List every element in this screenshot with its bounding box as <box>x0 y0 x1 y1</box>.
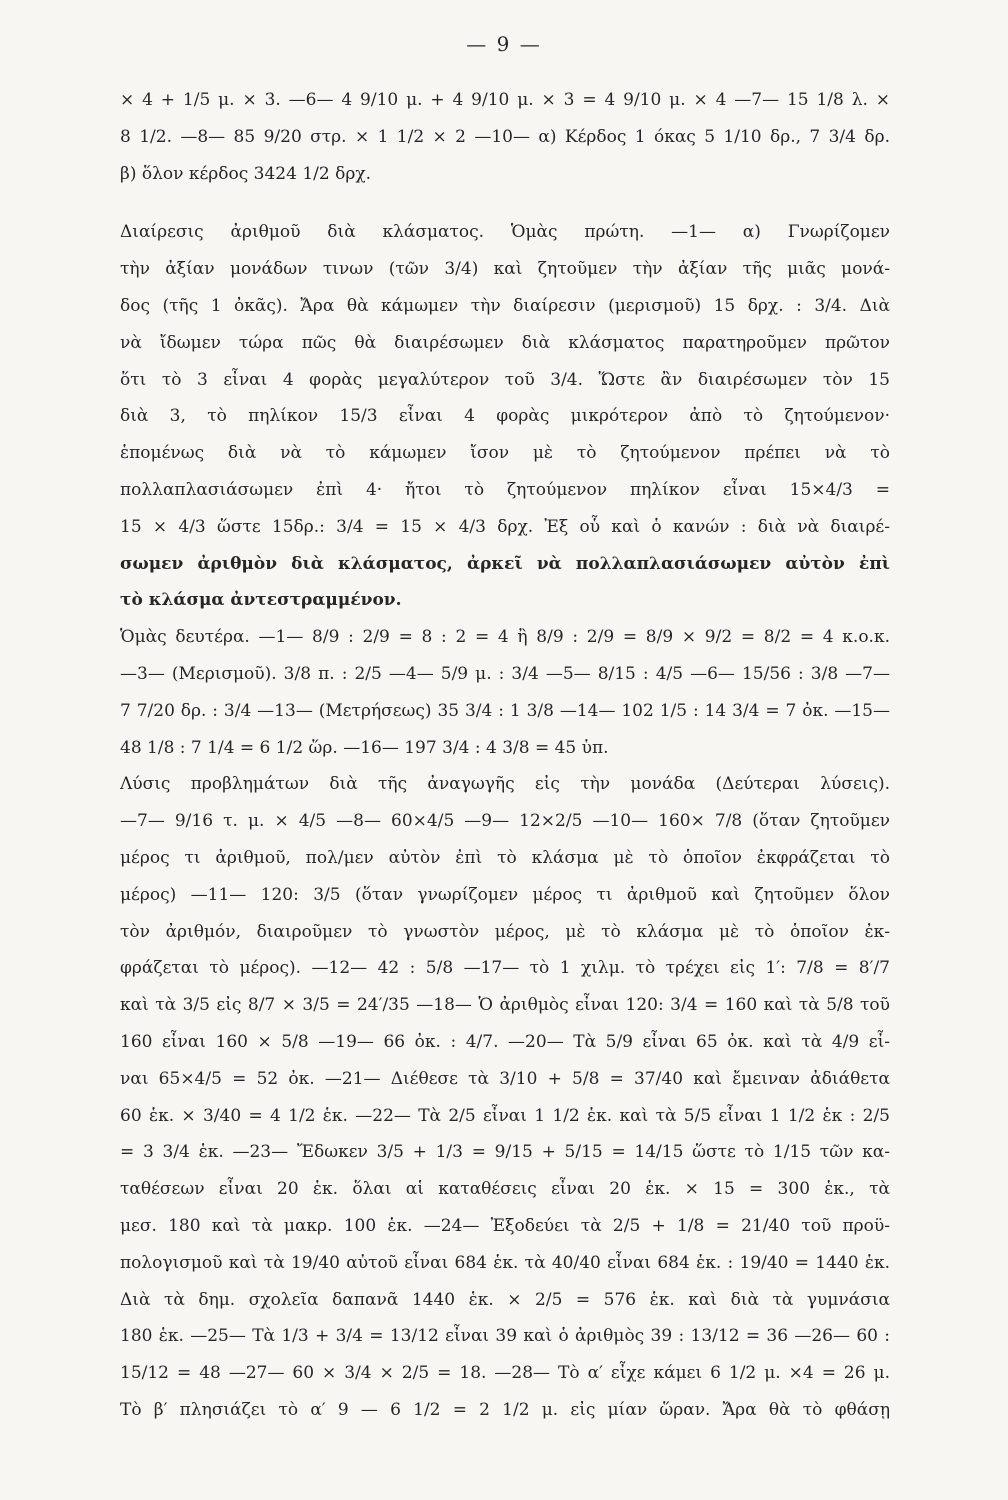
paragraph-spacer <box>120 192 890 214</box>
text-line: β) ὅλον κέρδος 3424 1/2 δρχ. <box>120 163 372 184</box>
text-line: τὸν ἀριθμόν, διαιροῦμεν τὸ γνωστὸν μέρος, μὲ τὸ κλάσμα μὲ τὸ ὁποῖον ἐκ- <box>120 921 890 942</box>
text-line: Τὸ β′ πλησιάζει τὸ α′ 9 — 6 1/2 = 2 1/2 μ. εἰς μίαν ὥραν. Ἄρα θὰ τὸ φθάσῃ <box>120 1399 890 1420</box>
text-line: 160 εἶναι 160 × 5/8 —19— 66 ὀκ. : 4/7. —20— Τὰ 5/9 εἶναι 65 ὀκ. καὶ τὰ 4/9 εἶ- <box>120 1031 890 1052</box>
text-line: 7 7/20 δρ. : 3/4 —13— (Μετρήσεως) 35 3/4 : 1 3/8 —14— 102 1/5 : 14 3/4 = 7 ὀκ. —15— <box>120 700 890 721</box>
text-line: = 3 3/4 ἑκ. —23— Ἔδωκεν 3/5 + 1/3 = 9/15 + 5/15 = 14/15 ὥστε τὸ 1/15 τῶν κα- <box>120 1142 890 1163</box>
text-line: Διαίρεσις ἀριθμοῦ διὰ κλάσματος. Ὁμὰς πρώτη. —1— α) Γνωρίζομεν <box>120 222 890 243</box>
text-line: 60 ἑκ. × 3/40 = 4 1/2 ἑκ. —22— Τὰ 2/5 εἶναι 1 1/2 ἑκ. καὶ τὰ 5/5 εἶναι 1 1/2 ἑκ : 2/5 <box>120 1105 890 1126</box>
text-line: τὸ κλάσμα ἀντεστραμμένον. <box>120 590 402 611</box>
text-line: πολλαπλασιάσωμεν ἐπὶ 4· ἤτοι τὸ ζητούμενον πηλίκον εἶναι 15×4/3 = <box>120 479 890 500</box>
text-line: ναι 65×4/5 = 52 ὀκ. —21— Διέθεσε τὰ 3/10 + 5/8 = 37/40 καὶ ἔμειναν ἀδιάθετα <box>120 1068 890 1089</box>
text-line: Διὰ τὰ δημ. σχολεῖα δαπανᾶ 1440 ἑκ. × 2/5 = 576 ἑκ. καὶ διὰ τὰ γυμνάσια <box>120 1289 890 1310</box>
text-line: μέρος τι ἀριθμοῦ, πολ/μεν αὐτὸν ἐπὶ τὸ κλάσμα μὲ τὸ ὁποῖον ἐκφράζεται τὸ <box>120 847 890 868</box>
text-line: φράζεται τὸ μέρος). —12— 42 : 5/8 —17— τὸ 1 χιλμ. τὸ τρέχει εἰς 1′: 7/8 = 8′/7 <box>120 958 890 979</box>
text-line: 8 1/2. —8— 85 9/20 στρ. × 1 1/2 × 2 —10— α) Κέρδος 1 όκας 5 1/10 δρ., 7 3/4 δρ. <box>120 126 890 147</box>
text-line: ὅτι τὸ 3 εἶναι 4 φορὰς μεγαλύτερον τοῦ 3/4. Ὥστε ἂν διαιρέσωμεν τὸν 15 <box>120 369 890 390</box>
text-line: 15 × 4/3 ὥστε 15δρ.: 3/4 = 15 × 4/3 δρχ. Ἐξ οὗ καὶ ὁ κανών : διὰ νὰ διαιρέ- <box>120 516 890 537</box>
text-line: 180 ἑκ. —25— Τὰ 1/3 + 3/4 = 13/12 εἶναι 39 καὶ ὁ ἀριθμὸς 39 : 13/12 = 36 —26— 60 : <box>120 1326 890 1347</box>
text-line: Λύσις προβλημάτων διὰ τῆς ἀναγωγῆς εἰς τὴν μονάδα (Δεύτεραι λύσεις). <box>120 774 890 795</box>
page-body <box>120 82 890 1429</box>
text-line: ταθέσεων εἶναι 20 ἑκ. ὅλαι αἱ καταθέσεις εἶναι 20 ἑκ. × 15 = 300 ἑκ., τὰ <box>120 1179 890 1200</box>
text-line: × 4 + 1/5 μ. × 3. —6— 4 9/10 μ. + 4 9/10 μ. × 3 = 4 9/10 μ. × 4 —7— 15 1/8 λ. × <box>120 90 890 110</box>
text-line: καὶ τὰ 3/5 εἰς 8/7 × 3/5 = 24′/35 —18— Ὁ ἀριθμὸς εἶναι 120: 3/4 = 160 καὶ τὰ 5/8 τοῦ <box>120 995 890 1016</box>
text-line: 48 1/8 : 7 1/4 = 6 1/2 ὥρ. —16— 197 3/4 : 4 3/8 = 45 ὑπ. <box>120 737 609 758</box>
text-line: ἑπομένως διὰ νὰ τὸ κάμωμεν ἴσον μὲ τὸ ζητούμενον πρέπει νὰ τὸ <box>120 443 890 464</box>
text-line: διὰ 3, τὸ πηλίκον 15/3 εἶναι 4 φορὰς μικρότερον ἀπὸ τὸ ζητούμενον· <box>120 406 890 427</box>
text-line: σωμεν ἀριθμὸν διὰ κλάσματος, ἀρκεῖ νὰ πολλαπλασιάσωμεν αὐτὸν ἐπὶ <box>120 553 890 574</box>
text-line: 15/12 = 48 —27— 60 × 3/4 × 2/5 = 18. —28— Τὸ α′ εἶχε κάμει 6 1/2 μ. ×4 = 26 μ. <box>120 1363 890 1384</box>
text-line: μεσ. 180 καὶ τὰ μακρ. 100 ἑκ. —24— Ἐξοδεύει τὰ 2/5 + 1/8 = 21/40 τοῦ προϋ- <box>120 1215 890 1236</box>
text-line: μέρος) —11— 120: 3/5 (ὅταν γνωρίζομεν μέρος τι ἀριθμοῦ καὶ ζητοῦμεν ὅλον <box>120 884 890 905</box>
page-number: — 9 — <box>466 32 542 56</box>
text-line: —3— (Μερισμοῦ). 3/8 π. : 2/5 —4— 5/9 μ. : 3/4 —5— 8/15 : 4/5 —6— 15/56 : 3/8 —7— <box>120 663 890 684</box>
text-line: δος (τῆς 1 ὀκᾶς). Ἄρα θὰ κάμωμεν τὴν διαίρεσιν (μερισμοῦ) 15 δρχ. : 3/4. Διὰ <box>120 295 890 316</box>
text-line: —7— 9/16 τ. μ. × 4/5 —8— 60×4/5 —9— 12×2/5 —10— 160× 7/8 (ὅταν ζητοῦμεν <box>120 811 890 832</box>
text-line: πολογισμοῦ καὶ τὰ 19/40 αὐτοῦ εἶναι 684 ἑκ. τὰ 40/40 εἶναι 684 ἑκ. : 19/40 = 1440 ἑκ. <box>120 1252 890 1273</box>
text-line: τὴν ἀξίαν μονάδων τινων (τῶν 3/4) καὶ ζητοῦμεν τὴν ἀξίαν τῆς μιᾶς μονά- <box>120 259 890 280</box>
text-line: Ὁμὰς δευτέρα. —1— 8/9 : 2/9 = 8 : 2 = 4 ἢ 8/9 : 2/9 = 8/9 × 9/2 = 8/2 = 4 κ.ο.κ. <box>120 627 890 648</box>
text-line: νὰ ἴδωμεν τώρα πῶς θὰ διαιρέσωμεν διὰ κλάσματος παρατηροῦμεν πρῶτον <box>120 332 890 353</box>
